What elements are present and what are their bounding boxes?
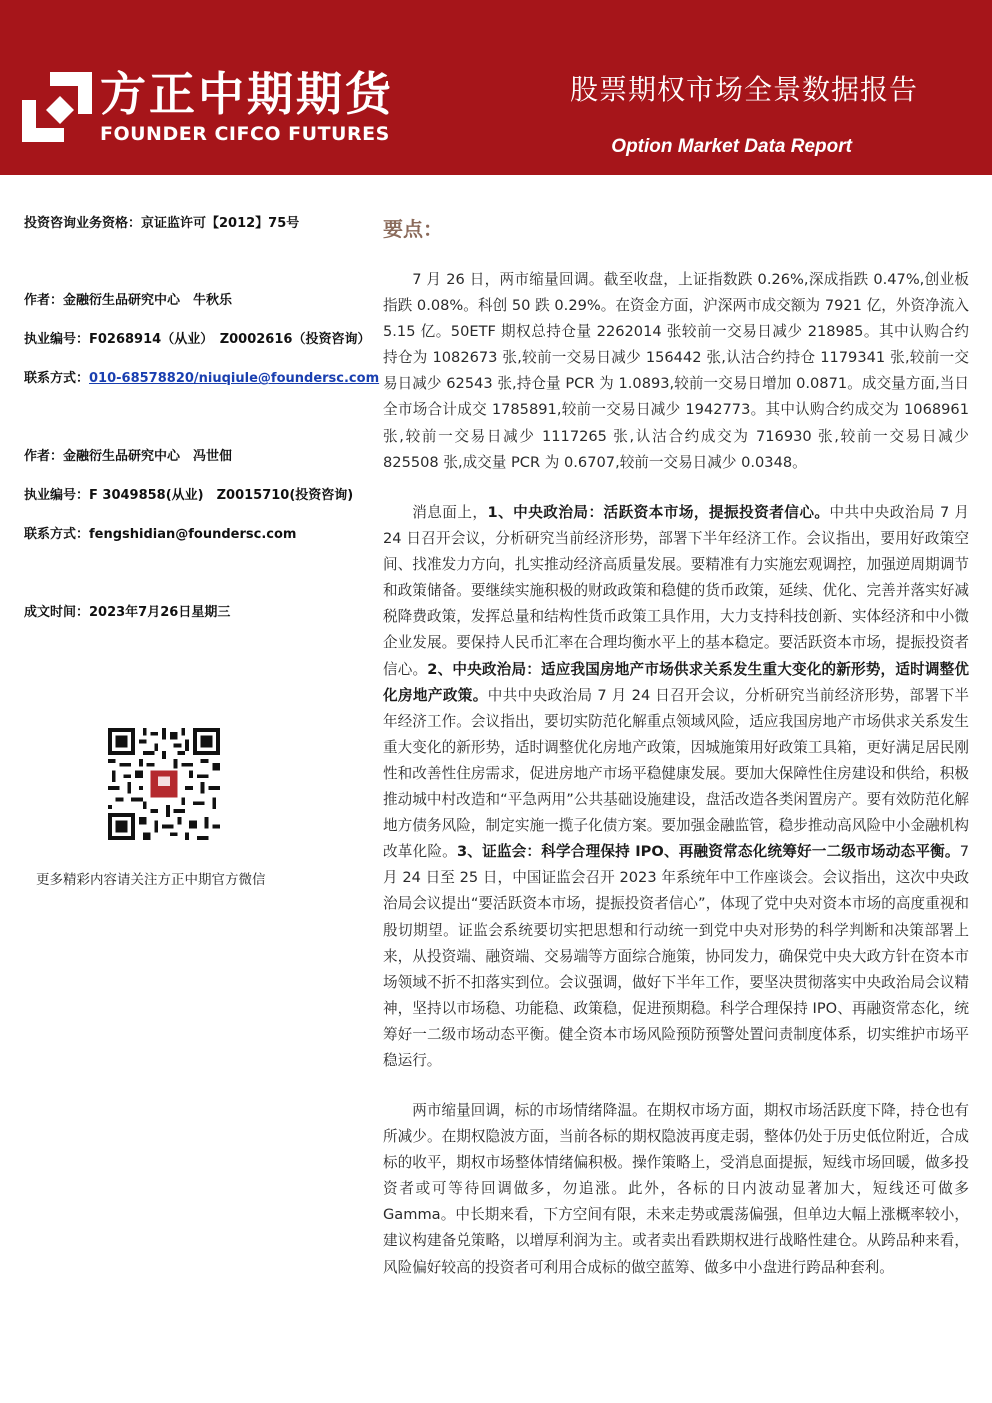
paragraph-strategy: 两市缩量回调，标的市场情绪降温。在期权市场方面，期权市场活跃度下降，持仓也有所减少。在期权隐波方面，当前各标的期权隐波再度走弱，整体仍处于历史低位附近，合成标的收平，期权市场整体情绪偏积极。操作策略上，受消息面提振，短线市场回暖，做多投资者或可等待回调做多，勿追涨。此外，各标的日内波动显著加大，短线还可做多 Gamma。中长期来看，下方空间有限，未来走势或震荡偏强，但单边大幅上涨概率较小，建议构建备兑策略，以增厚利润为主。或者卖出看跌期权进行战略性建仓。从跨品种来看，风险偏好较高的投资者可利用合成标的做空蓝筹、做多中小盘进行跨品种套利。: [383, 1102, 969, 1276]
author1-line: 作者：金融衍生品研究中心 牛秋乐: [24, 293, 233, 308]
news-intro: 消息面上，: [412, 504, 488, 521]
author2-license: 执业编号：F 3049858(从业) Z0015710(投资咨询): [24, 488, 354, 503]
paragraph-market-summary: 7 月 26 日，两市缩量回调。截至收盘，上证指数跌 0.26%,深成指跌 0.47%,创业板指跌 0.08%。科创 50 跌 0.29%。在资金方面，沪深两市成交额为 7921 亿，外资净流入 5.15 亿。50ETF 期权总持仓量 2262014 张较前一交易日减少 218985。其中认购合约持仓为 1082673 张,较前一交易日减少 156442 张,认沽合约持仓 1179341 张,较前一交易日减少 62543 张,持仓量 PCR 为 1.0893,较前一交易日增加 0.0871。成交量方面,当日全市场合计成交 1785891,较前一交易日减少 1942773。其中认购合约成交为 1068961 张,较前一交易日减少 1117265 张,认沽合约成交为 716930 张,较前一交易日减少 825508 张,成交量 PCR 为 0.6707,较前一交易日减少 0.0348。: [383, 271, 969, 471]
news-item-2-title: 2、中央政治局：适应我国房地产市场供求关系发生重大变化的新形势，适时调整优化房地产政策。: [383, 660, 969, 704]
qr-caption: 更多精彩内容请关注方正中期官方微信: [36, 872, 266, 888]
author2-line: 作者：金融衍生品研究中心 冯世佃: [24, 449, 233, 464]
qualification: 投资咨询业务资格：京证监许可【2012】75号: [24, 216, 300, 231]
logo-chinese-name: 方正中期期货: [100, 67, 394, 121]
news-item-2-body: 中共中央政治局 7 月 24 日召开会议，分析研究当前经济形势，部署下半年经济工作。会议指出，要切实防范化解重点领域风险，适应我国房地产市场供求关系发生重大变化的新形势，适时调整优化房地产政策，因城施策用好政策工具箱，更好满足居民刚性和改善性住房需求，促进房地产市场平稳健康发展。要加大保障性住房建设和供给，积极推动城中村改造和“平急两用”公共基础设施建设，盘活改造各类闲置房产。要有效防范化解地方债务风险，制定实施一揽子化债方案。要加强金融监管，稳步推动高风险中小金融机构改革化险。: [383, 686, 969, 861]
news-item-1-body: 中共中央政治局 7 月 24 日召开会议，分析研究当前经济形势，部署下半年经济工作。会议指出，要用好政策空间、找准发力方向，扎实推动经济高质量发展。要精准有力实施宏观调控，加强逆周期调节和政策储备。要继续实施积极的财政政策和稳健的货币政策，延续、优化、完善并落实好减税降费政策，发挥总量和结构性货币政策工具作用，大力支持科技创新、实体经济和中小微企业发展。要保持人民币汇率在合理均衡水平上的基本稳定。要活跃资本市场，提振投资者信心。: [383, 504, 969, 678]
news-item-3-body: 7 月 24 日至 25 日，中国证监会召开 2023 年系统年中工作座谈会。会议指出，这次中央政治局会议提出“要活跃资本市场，提振投资者信心”，体现了党中央对资本市场的高度重视和殷切期望。证监会系统要切实把思想和行动统一到党中央对形势的科学判断和决策部署上来，从投资端、融资端、交易端等方面综合施策，协同发力，确保党中央大政方针在资本市场领域不折不扣落实到位。会议强调，做好下半年工作，要坚决贯彻落实中央政治局会议精神，坚持以市场稳、功能稳、政策稳，促进预期稳。科学合理保持 IPO、再融资常态化，统筹好一二级市场动态平衡。健全资本市场风险预防预警处置问责制度体系，切实维护市场平稳运行。: [383, 843, 969, 1069]
author2-contact: 联系方式：fengshidian@foundersc.com: [24, 527, 297, 542]
logo-english-name: FOUNDER CIFCO FUTURES: [100, 123, 390, 145]
key-points-heading: 要点：: [383, 217, 443, 241]
report-date: 成文时间：2023年7月26日星期三: [24, 605, 231, 620]
news-item-1-title: 1、中央政治局：活跃资本市场，提振投资者信心。: [487, 504, 830, 521]
founder-logo-icon: [22, 72, 92, 142]
author1-contact-link[interactable]: 010-68578820/niuqiule@foundersc.com: [89, 371, 380, 386]
author1-contact-label: 联系方式：: [24, 371, 90, 386]
report-title: 股票期权市场全景数据报告: [569, 73, 918, 106]
author1-license: 执业编号：F0268914（从业） Z0002616（投资咨询）: [24, 332, 371, 347]
news-item-3-title: 3、证监会：科学合理保持 IPO、再融资常态化统筹好一二级市场动态平衡。: [456, 843, 960, 861]
report-subtitle: Option Market Data Report: [611, 136, 852, 157]
wechat-qr-code-icon: [108, 728, 220, 840]
paragraph-news: [383, 500, 969, 1074]
author1-contact: [24, 369, 379, 389]
header-banner: [0, 0, 992, 175]
